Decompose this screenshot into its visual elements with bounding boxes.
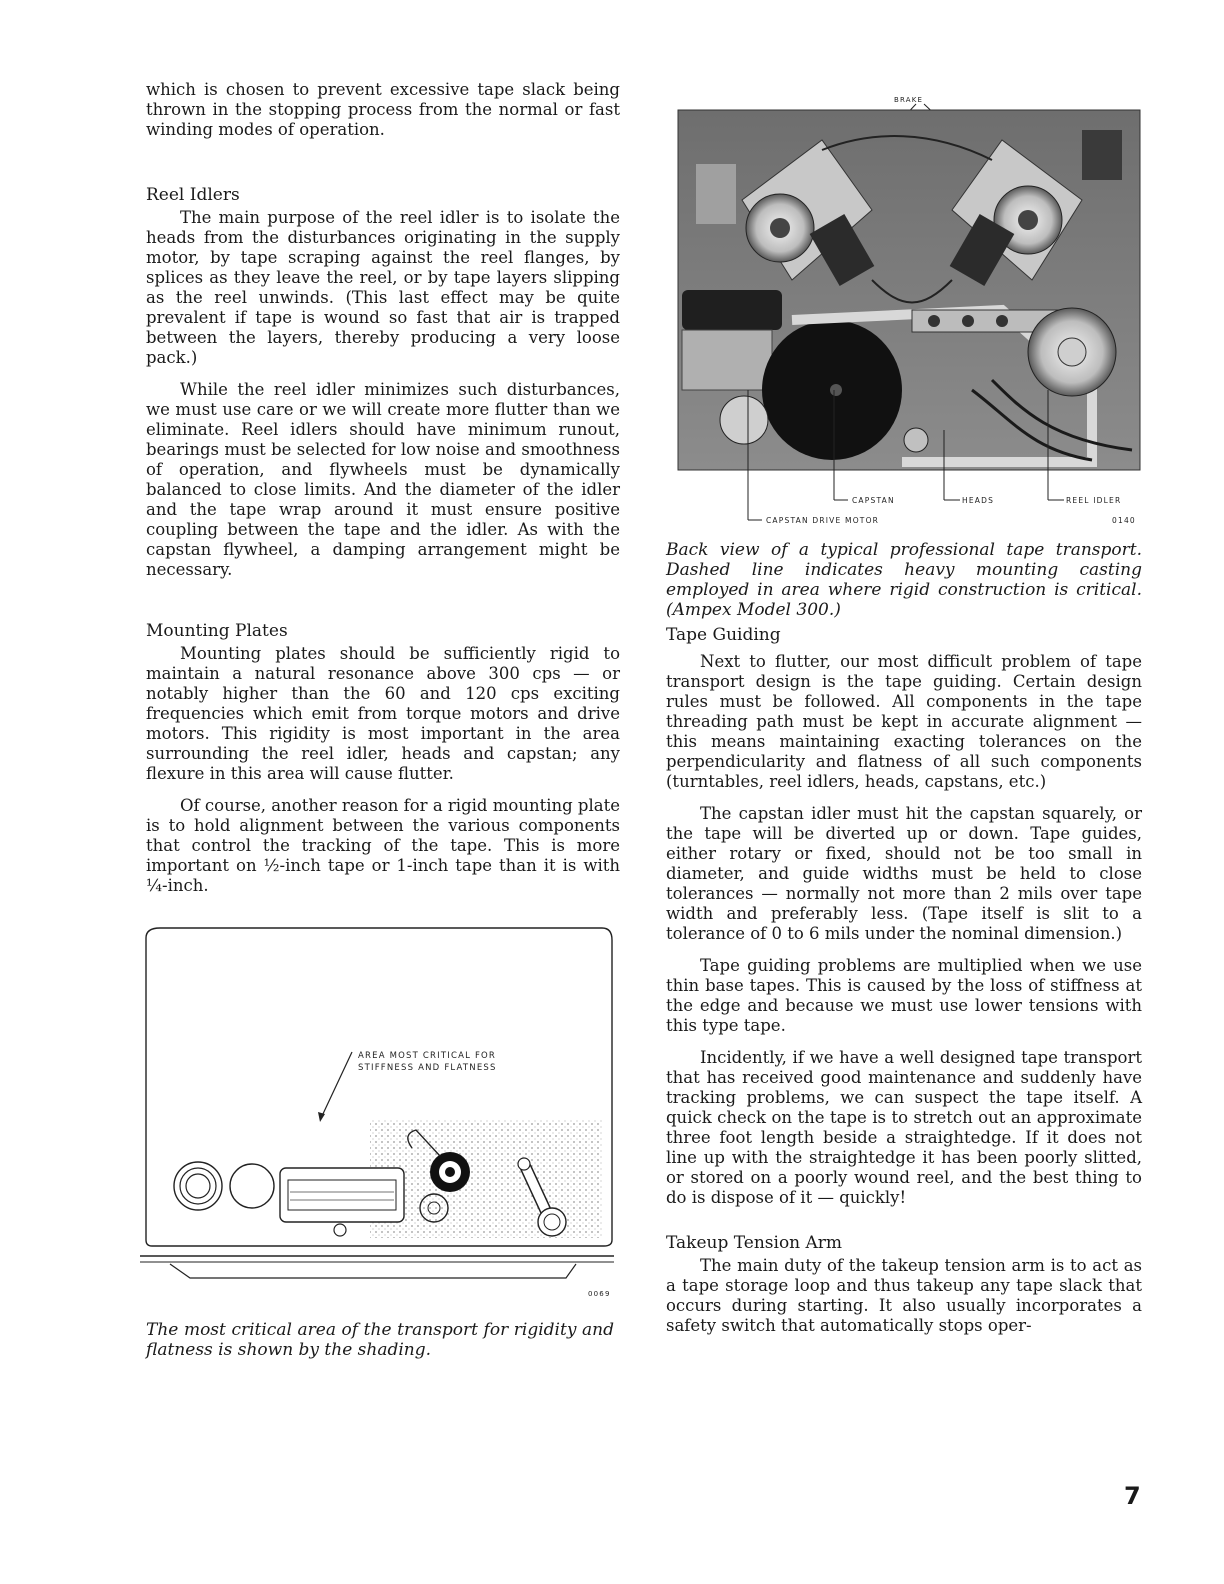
reel-idlers-heading: Reel Idlers xyxy=(146,185,240,205)
takeup-tension-arm-paragraph-1: The main duty of the takeup tension arm is to act as a tape storage loop and thus takeup any tape slack that occurs during starting. It also usually incorporates a safety switch that automatically stops oper- xyxy=(666,1256,1142,1335)
tape-guiding-heading: Tape Guiding xyxy=(666,625,781,645)
photo-caption: Back view of a typical professional tape transport. Dashed line indicates heavy mounting casting employed in area where rigid construction is critical. (Ampex Model 300.) xyxy=(666,540,1142,620)
page-number: 7 xyxy=(1124,1482,1141,1510)
tape-guiding-paragraph-1: Next to flutter, our most difficult problem of tape transport design is the tape guiding. Certain design rules must be followed. All components in the tape threading path must be kept in accurate alignment — this means maintaining exacting tolerances on the perpendicularity and flatness of all such components (turntables, reel idlers, heads, capstans, etc.) xyxy=(666,652,1142,791)
left-figure-caption: The most critical area of the transport for rigidity and flatness is shown by the shading. xyxy=(146,1320,614,1360)
takeup-tension-arm-heading: Takeup Tension Arm xyxy=(666,1233,843,1253)
mounting-plates-heading: Mounting Plates xyxy=(146,621,288,641)
tape-guiding-paragraph-3: Tape guiding problems are multiplied when we use thin base tapes. This is caused by the loss of stiffness at the edge and because we must use lower tensions with this type tape. xyxy=(666,956,1142,1035)
right-column xyxy=(666,540,1142,1348)
capstan-label: CAPSTAN xyxy=(852,496,895,505)
left-column xyxy=(146,80,620,908)
tape-guiding-paragraph-4: Incidently, if we have a well designed tape transport that has received good maintenance and suddenly have tracking problems, we can suspect the tape itself. A quick check on the tape is to stretch out an approximate three foot length beside a straightedge. If it does not line up with the straightedge it has been poorly slitted, or stored on a poorly wound reel, and the best thing to do is dispose of it — quickly! xyxy=(666,1048,1142,1207)
capstan-drive-motor-label: CAPSTAN DRIVE MOTOR xyxy=(766,516,880,525)
reel-idlers-paragraph-2: While the reel idler minimizes such disturbances, we must use care or we will create more flutter than we eliminate. Reel idlers should have minimum runout, bearings must be selected for low noise and smoothness of operation, and flywheels must be dynamically balanced to close limits. And the diameter of the idler and the tape wrap around it must ensure positive coupling between the tape and the idler. As with the capstan flywheel, a damping arrangement might be necessary. xyxy=(146,380,620,579)
reel-idlers-paragraph-1: The main purpose of the reel idler is to isolate the heads from the disturbances originating in the supply motor, by tape scraping against the reel flanges, by splices as they leave the reel, or by tape layers slipping as the reel unwinds. (This last effect may be quite prevalent if tape is wound so fast that air is trapped between the layers, thereby producing a very loose pack.) xyxy=(146,208,620,367)
reel-idler-label: REEL IDLER xyxy=(1066,496,1122,505)
intro-paragraph: which is chosen to prevent excessive tape slack being thrown in the stopping process from the normal or fast winding modes of operation. xyxy=(146,80,620,139)
critical-area-label-line2: STIFFNESS AND FLATNESS xyxy=(358,1063,497,1073)
tape-transport-photo xyxy=(672,90,1152,530)
brake-label: BRAKE xyxy=(894,96,924,104)
photo-figure-number: 0140 xyxy=(1112,516,1136,525)
tape-guiding-paragraph-2: The capstan idler must hit the capstan squarely, or the tape will be diverted up or down. Tape guides, either rotary or fixed, should not be too small in diameter, and guide widths must be held to close tolerances — normally not more than 2 mils over tape width and preferably less. (Tape itself is slit to a tolerance of 0 to 6 mils under the nominal dimension.) xyxy=(666,804,1142,943)
critical-area-label-line1: AREA MOST CRITICAL FOR xyxy=(358,1051,497,1061)
mounting-plate-figure xyxy=(140,924,620,1304)
heads-label: HEADS xyxy=(962,496,995,505)
mounting-plates-paragraph-2: Of course, another reason for a rigid mounting plate is to hold alignment between the various components that control the tracking of the tape. This is more important on ½-inch tape or 1-inch tape than it is with ¼-inch. xyxy=(146,796,620,895)
mounting-plates-paragraph-1: Mounting plates should be sufficiently rigid to maintain a natural resonance above 300 cps — or notably higher than the 60 and 120 cps exciting frequencies which emit from torque motors and drive motors. This rigidity is most important in the area surrounding the reel idler, heads and capstan; any flexure in this area will cause flutter. xyxy=(146,644,620,783)
left-figure-number: 0069 xyxy=(588,1290,611,1298)
